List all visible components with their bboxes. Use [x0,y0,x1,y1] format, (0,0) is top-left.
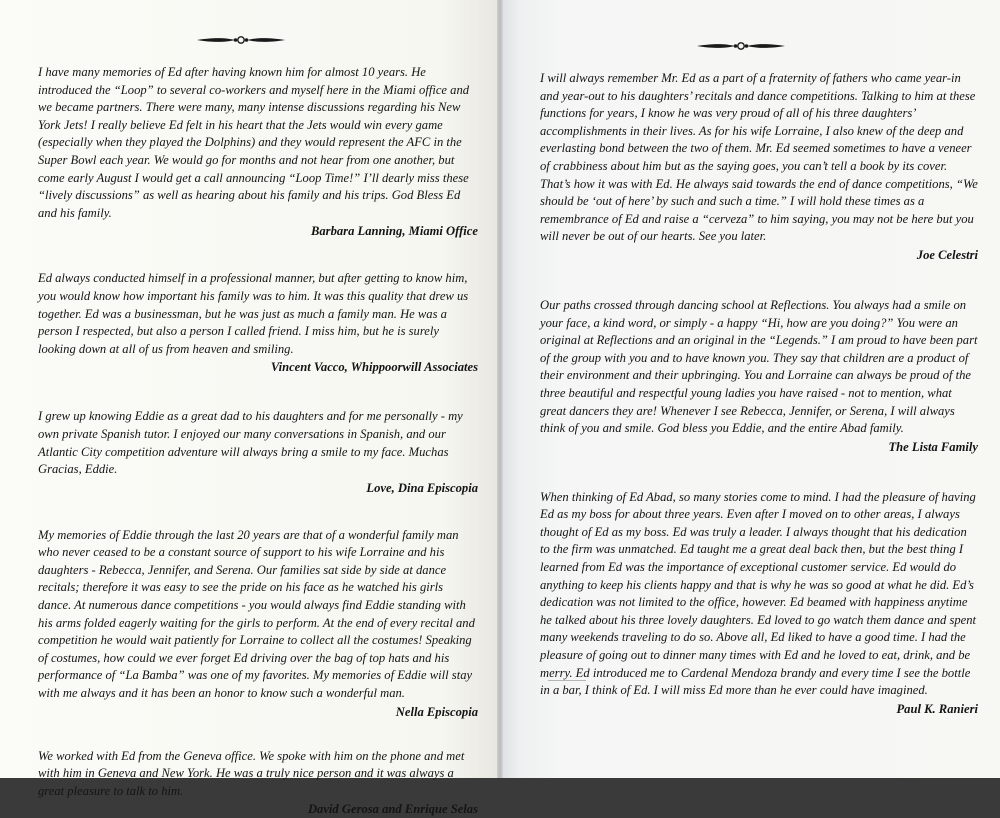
tribute-entry [540,297,978,456]
tribute-entry [540,489,978,718]
pen-mark [548,680,586,681]
scroll-ornament-icon [195,34,287,46]
tribute-entry [38,748,478,818]
tribute-entry [540,70,978,264]
tribute-text: I grew up knowing Eddie as a great dad to his daughters and for me personally - my own private Spanish tutor. I enjoyed our many conversations in Spanish, and our Atlantic City competition adventure will always bring a smile to my face. Muchas Gracias, Eddie. [38,409,463,477]
tribute-signature: Nella Episcopia [395,704,478,719]
tribute-text: Our paths crossed through dancing school at Reflections. You always had a smile on your face, a kind word, or simply - a happy “Hi, how are you doing?” You were an original at Reflections and an original in the “Legends.” I am proud to have been part of the group with you and to have known you. They say that children are a product of their environment and their upbringing. You and Lorraine can always be proud of the three beautiful and respectful young ladies you have raised - not to mention, what great dancers they are! Whenever I see Rebecca, Jennifer, or Serena, I will always think of you and smile. God bless you Eddie, and the entire Abad family. [540,297,978,436]
tribute-entry [38,408,478,496]
tribute-signature: Paul K. Ranieri [896,701,978,716]
tribute-text: Ed always conducted himself in a professional manner, but after getting to know him, you would know how important his family was to him. It was this quality that drew us together. Ed was a businessman, but he was just as much a family man. He was a person I respected, but also a person I called friend. I miss him, but he is surely looking down at all of us from heaven and smiling. [38,271,469,356]
tribute-text: We worked with Ed from the Geneva office. We spoke with him on the phone and met with him in Geneva and New York. He was a truly nice person and it was always a great pleasure to talk to him. [38,748,465,798]
tribute-signature: Love, Dina Episcopia [366,480,478,495]
tribute-entry [38,64,478,240]
tribute-text: I will always remember Mr. Ed as a part of a fraternity of fathers who came year-in and year-out to his daughters’ recitals and dance competitions. Talking to him at these functions for years, I know he was very proud of all of his three daughters’ accomplishments in their lives. As for his wife Lorraine, I also knew of the deep and everlasting bond between the two of them. Mr. Ed seemed sometimes to have a veneer of crabbiness about him but as the saying goes, you can’t tell a book by its cover. That’s how it was with Ed. He always said towards the end of dance competitions, “We should be ‘out of here’ by such and such a time.” I will hold these times as a remembrance of Ed and raise a “cerveza” to him saying, you may not be here but you will never be out of our hearts. See you later. [540,71,978,244]
tribute-entry [38,527,478,721]
tribute-signature: Joe Celestri [916,247,978,262]
tribute-signature: Barbara Lanning, Miami Office [310,224,478,239]
book-gutter [497,0,503,778]
tribute-text: My memories of Eddie through the last 20 years are that of a wonderful family man who never ceased to be a constant source of support to his wife Lorraine and his daughters - Rebecca, Jennifer, and Serena. Our families sat side by side at dance recitals; therefore it was easy to see the pride on his face as he watched his girls dance. At numerous dance competitions - you would always find Eddie standing with his arms folded eagerly waiting for the girls to perform. At the end of every recital and competition he would wait patiently for Lorraine to collect all the costumes! Speaking of costumes, how could we ever forget Ed driving over the bag of top hats and his performance of “La Bamba” was one of my favorites. My memories of Eddie will stay with me always and it has been an honor to know such a wonderful man. [38,527,475,701]
tribute-entry [38,270,478,376]
left-page [0,0,500,817]
right-page [500,0,1000,778]
tribute-text: I have many memories of Ed after having known him for almost 10 years. He introduced the “Loop” to several co-workers and myself here in the Miami office and we became partners. There were many, many intense discussions regarding his New York Jets! I really believe Ed felt in his heart that the Jets would win every game (especially when they played the Dolphins) and they would represent the AFC in the Super Bowl each year. We would go for months and not hear from one another, but come early August I would get a call announcing “Loop Time!” I’ll dearly miss these “lively discussions” as well as hearing about his family and his trips. God Bless Ed and his family. [38,65,470,220]
scroll-ornament-icon [694,40,788,52]
tribute-signature: David Gerosa and Enrique Selas [307,802,478,817]
tribute-signature: Vincent Vacco, Whippoorwill Associates [270,360,478,375]
tribute-signature: The Lista Family [888,439,978,454]
tribute-text: When thinking of Ed Abad, so many stories come to mind. I had the pleasure of having Ed as my boss for about three years. Even after I moved on to other areas, I always thought of Ed as my boss. Ed was truly a leader. I always thought that his dedication to the firm was unmatched. Ed taught me a great deal back then, but the best thing I learned from Ed was the importance of exceptional customer service. Ed would do anything to keep his clients happy and that is why he was so good at what he did. Ed’s dedication was not limited to the office, however. Ed beamed with happiness anytime he talked about his three lovely daughters. Ed loved to go watch them dance and spent many weekends traveling to do so. Above all, Ed liked to have a good time. I had the pleasure of going out to dinner many times with Ed and he loved to eat, drink, and be merry. Ed introduced me to Cardenal Mendoza brandy and every time I see the bottle in a bar, I think of Ed. I will miss Ed more than he ever could have imagined. [540,489,977,698]
